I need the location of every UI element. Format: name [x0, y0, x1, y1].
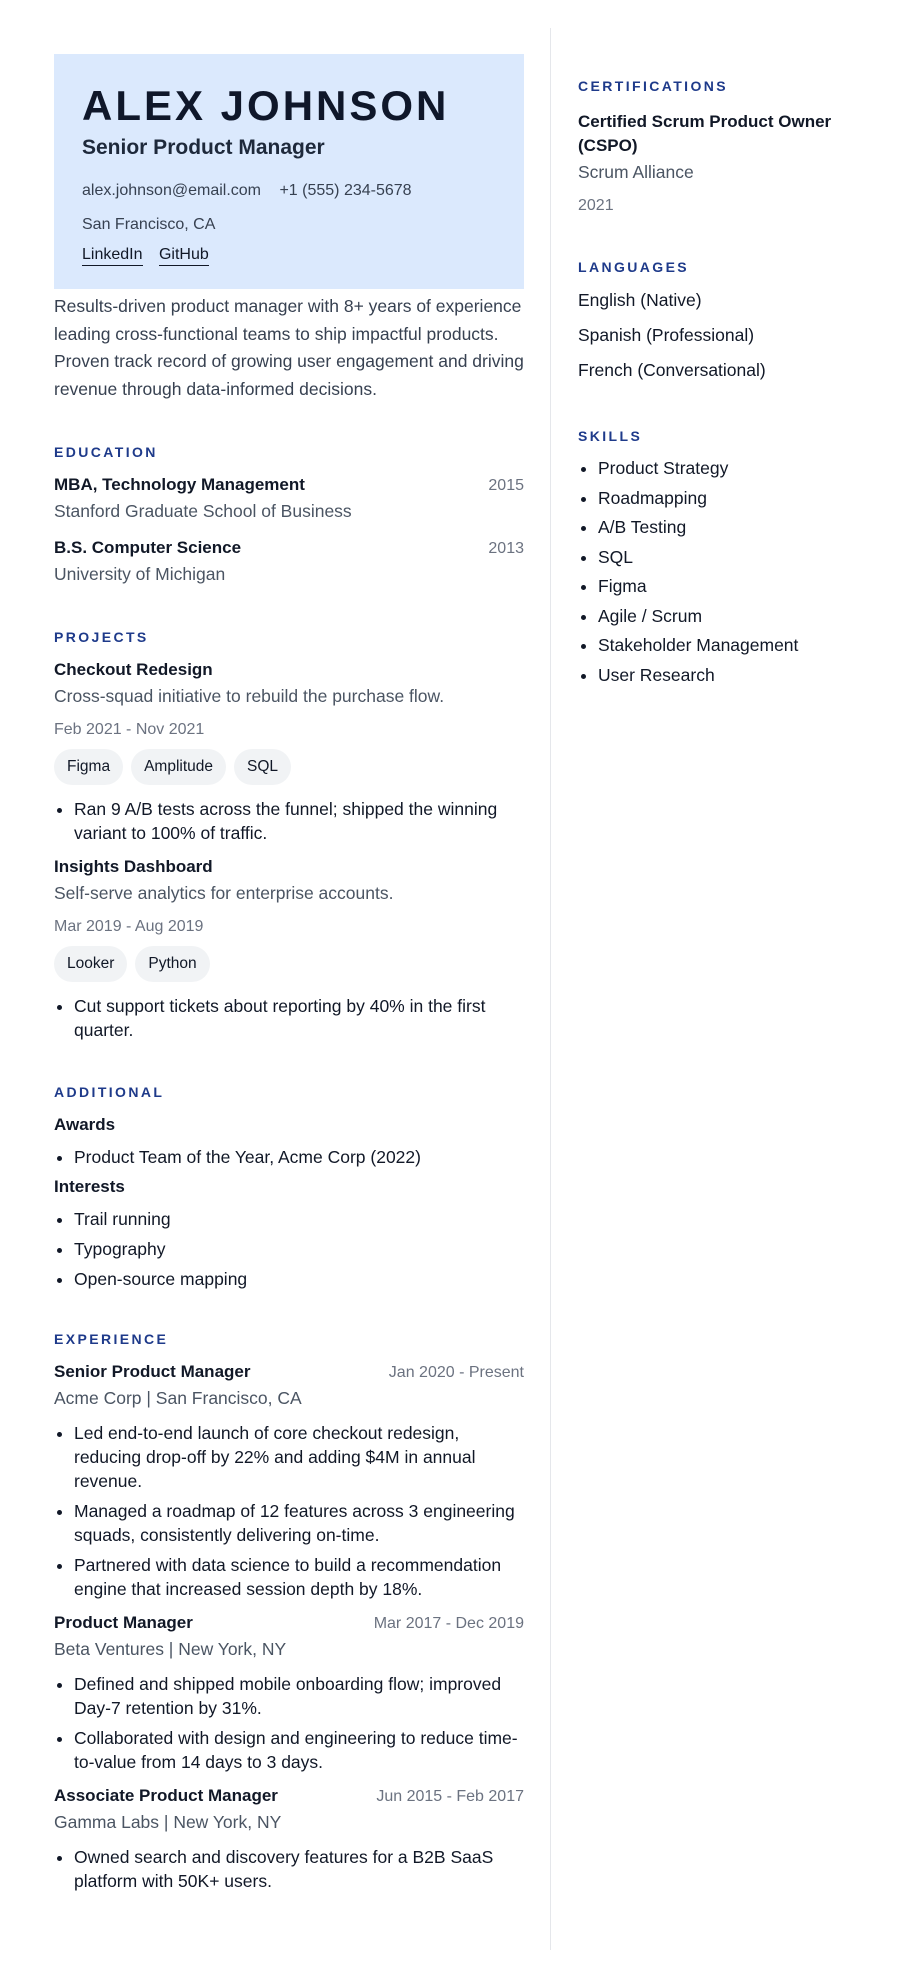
- project-dates: Mar 2019 - Aug 2019: [54, 918, 204, 935]
- tag-chip: Looker: [54, 946, 127, 982]
- bullet-item: • Ran 9 A/B tests across the funnel; shipped the winning variant to 100% of traffic.: [74, 797, 524, 845]
- awards-list: [54, 1145, 524, 1169]
- job-title: Senior Product Manager: [54, 1362, 251, 1381]
- bullet-item: • Cut support tickets about reporting by 40% in the first quarter.: [74, 994, 524, 1042]
- skill-item: • Agile / Scrum: [598, 602, 868, 632]
- projects-heading: PROJECTS: [54, 629, 149, 645]
- phone-text[interactable]: +1 (555) 234-5678: [279, 182, 412, 200]
- skill-item: • A/B Testing: [598, 513, 868, 543]
- job-company: Gamma Labs | New York, NY: [54, 1812, 282, 1832]
- job-item: [54, 1613, 524, 1774]
- interests-list: [54, 1207, 524, 1291]
- certification-year: 2021: [578, 197, 614, 214]
- tag-chip: Figma: [54, 749, 123, 785]
- job-title: Product Manager: [54, 1613, 193, 1632]
- job-dates: Jun 2015 - Feb 2017: [376, 1788, 524, 1805]
- bullet-item: • Defined and shipped mobile onboarding flow; improved Day-7 retention by 31%.: [74, 1672, 524, 1720]
- project-item: [54, 857, 524, 1042]
- contact-info: [82, 174, 496, 242]
- project-item: [54, 660, 524, 845]
- skill-item: • Product Strategy: [598, 454, 868, 484]
- skill-item: • Roadmapping: [598, 484, 868, 514]
- certifications-heading: CERTIFICATIONS: [578, 78, 729, 94]
- education-item: [54, 475, 524, 522]
- job-item: [54, 1786, 524, 1893]
- education-section: [54, 444, 524, 585]
- job-bullets: [54, 1672, 524, 1774]
- degree-title: B.S. Computer Science: [54, 538, 242, 557]
- location-text: San Francisco, CA: [82, 216, 216, 234]
- job-company: Acme Corp | San Francisco, CA: [54, 1388, 302, 1408]
- languages-section: [578, 259, 868, 381]
- languages-list: [578, 290, 868, 381]
- bullet-item: • Managed a roadmap of 12 features across 3 engineering squads, consistently delivering on-time.: [74, 1499, 524, 1547]
- resume-header: [54, 54, 524, 289]
- skill-item: • Stakeholder Management: [598, 631, 868, 661]
- tag-chip: SQL: [234, 749, 291, 785]
- language-item: Spanish (Professional): [578, 325, 755, 345]
- skills-section: [578, 428, 868, 690]
- skill-item: • SQL: [598, 543, 868, 573]
- certifications-section: [578, 54, 868, 215]
- project-dates: Feb 2021 - Nov 2021: [54, 721, 205, 738]
- interest-item: • Open-source mapping: [74, 1267, 524, 1291]
- job-dates: Jan 2020 - Present: [388, 1364, 524, 1381]
- certification-name: Certified Scrum Product Owner (CSPO): [578, 112, 832, 155]
- education-heading: EDUCATION: [54, 444, 158, 460]
- project-description: Self-serve analytics for enterprise accounts.: [54, 883, 394, 903]
- job-bullets: [54, 1845, 524, 1893]
- project-bullets: [54, 797, 524, 845]
- job-item: [54, 1362, 524, 1601]
- skills-list: [578, 454, 868, 690]
- degree-title: MBA, Technology Management: [54, 475, 305, 494]
- sidebar-column: [578, 54, 868, 690]
- job-company: Beta Ventures | New York, NY: [54, 1639, 287, 1659]
- tag-chip: Python: [135, 946, 209, 982]
- project-bullets: [54, 994, 524, 1042]
- skills-heading: SKILLS: [578, 428, 643, 444]
- interest-item: • Trail running: [74, 1207, 524, 1231]
- project-name: Insights Dashboard: [54, 857, 213, 876]
- experience-heading: EXPERIENCE: [54, 1331, 169, 1347]
- main-column: [54, 54, 524, 1899]
- education-item: [54, 538, 524, 585]
- bullet-item: • Owned search and discovery features for a B2B SaaS platform with 50K+ users.: [74, 1845, 524, 1893]
- certification-issuer: Scrum Alliance: [578, 162, 694, 182]
- bullet-item: • Partnered with data science to build a recommendation engine that increased session depth by 18%.: [74, 1553, 524, 1601]
- award-item: • Product Team of the Year, Acme Corp (2022): [74, 1145, 524, 1169]
- column-divider: [550, 28, 551, 1950]
- project-tags: [54, 946, 524, 982]
- email-text[interactable]: alex.johnson@email.com: [82, 182, 261, 200]
- additional-heading: ADDITIONAL: [54, 1084, 165, 1100]
- languages-heading: LANGUAGES: [578, 259, 690, 275]
- additional-section: [54, 1084, 524, 1291]
- school-name: Stanford Graduate School of Business: [54, 501, 352, 521]
- candidate-name: ALEX JOHNSON: [82, 82, 450, 129]
- skill-item: • Figma: [598, 572, 868, 602]
- projects-section: [54, 629, 524, 1042]
- job-title: Associate Product Manager: [54, 1786, 278, 1805]
- interests-label: Interests: [54, 1177, 125, 1196]
- experience-section: [54, 1331, 524, 1893]
- language-item: English (Native): [578, 290, 702, 310]
- bullet-item: • Led end-to-end launch of core checkout redesign, reducing drop-off by 22% and adding $4M in annual revenue.: [74, 1421, 524, 1493]
- language-item: French (Conversational): [578, 360, 766, 380]
- awards-label: Awards: [54, 1115, 116, 1134]
- github-link[interactable]: GitHub: [159, 246, 209, 266]
- summary-text: Results-driven product manager with 8+ years of experience leading cross-functional teams to ship impactful products. Proven track record of growing user engagement and driving revenue through data-informed decisions.: [54, 296, 524, 399]
- job-dates: Mar 2017 - Dec 2019: [373, 1615, 524, 1632]
- school-name: University of Michigan: [54, 564, 226, 584]
- skill-item: • User Research: [598, 661, 868, 691]
- project-name: Checkout Redesign: [54, 660, 213, 679]
- job-bullets: [54, 1421, 524, 1601]
- profile-links: [82, 246, 496, 264]
- degree-year: 2013: [488, 540, 524, 557]
- candidate-title: Senior Product Manager: [82, 136, 325, 160]
- linkedin-link[interactable]: LinkedIn: [82, 246, 143, 266]
- bullet-item: • Collaborated with design and engineering to reduce time-to-value from 14 days to 3 days.: [74, 1726, 524, 1774]
- degree-year: 2015: [488, 477, 524, 494]
- project-description: Cross-squad initiative to rebuild the purchase flow.: [54, 686, 445, 706]
- tag-chip: Amplitude: [131, 749, 226, 785]
- project-tags: [54, 749, 524, 785]
- interest-item: • Typography: [74, 1237, 524, 1261]
